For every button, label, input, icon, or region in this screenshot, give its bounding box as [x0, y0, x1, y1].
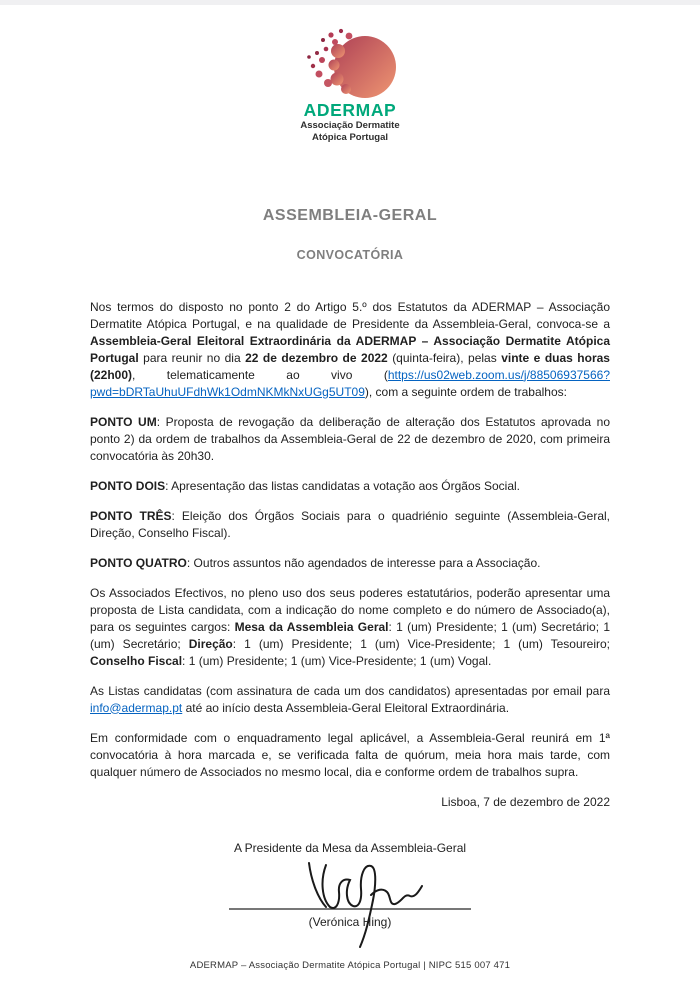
scan-edge-strip	[0, 0, 700, 5]
paragraph-ponto-um: PONTO UM: Proposta de revogação da deliberação de alteração dos Estatutos aprovada no ponto 2) da ordem de trabalhos da Assembleia-Geral de 22 de dezembro de 2020, com primeira convocatória às 20h30.	[90, 414, 610, 463]
paragraph-intro: Nos termos do disposto no ponto 2 do Artigo 5.º dos Estatutos da ADERMAP – Associação Dermatite Atópica Portugal, e na qualidade de Presidente da Assembleia-Geral, convoca-se a Assembleia-Geral Eleitoral Extraordinária da ADERMAP – Associação Dermatite Atópica Portugal para reunir no dia 22 de dezembro de 2022 (quinta-feira), pelas vinte e duas horas (22h00), telematicamente ao vivo (https://us02web.zoom.us/j/88506937566?pwd=bDRTaUhuUFdhWk1OdmNKMkNxUGg5UT09), com a seguinte ordem de trabalhos:	[90, 299, 610, 399]
paragraph-ponto-tres: PONTO TRÊS: Eleição dos Órgãos Sociais para o quadriénio seguinte (Assembleia-Geral, Direção, Conselho Fiscal).	[90, 508, 610, 540]
email-link[interactable]: info@adermap.pt	[90, 700, 183, 715]
paragraph-listas-email: As Listas candidatas (com assinatura de cada um dos candidatos) apresentadas por email para info@adermap.pt até ao início desta Assembleia-Geral Eleitoral Extraordinária.	[90, 683, 610, 715]
logo-subtitle-line2: Atópica Portugal	[311, 131, 388, 143]
page-subtitle: CONVOCATÓRIA	[296, 247, 404, 262]
adermap-blob-icon	[300, 27, 400, 99]
paragraph-ponto-quatro: PONTO QUATRO: Outros assuntos não agendados de interesse para a Associação.	[90, 555, 541, 570]
handwritten-signature-icon	[225, 859, 475, 949]
footer: ADERMAP – Associação Dermatite Atópica Portugal | NIPC 515 007 471	[189, 960, 511, 971]
document-body	[90, 299, 610, 949]
page-title: ASSEMBLEIA-GERAL	[262, 206, 438, 224]
logo-wordmark: ADERMAP	[303, 100, 397, 120]
signature-role: A Presidente da Mesa da Assembleia-Geral	[233, 840, 467, 855]
signature-name: (Verónica Hing)	[308, 914, 392, 929]
zoom-meeting-link[interactable]: https://us02web.zoom.us/j/88506937566?pwd=bDRTaUhuUFdhWk1OdmNKMkNxUGg5UT09	[90, 367, 610, 399]
paragraph-quorum: Em conformidade com o enquadramento legal aplicável, a Assembleia-Geral reunirá em 1ª convocatória à hora marcada e, se verificada falta de quórum, meia hora mais tarde, com qualquer número de Associados no mesmo local, dia e conforme ordem de trabalhos supra.	[90, 730, 610, 779]
paragraph-ponto-dois: PONTO DOIS: Apresentação das listas candidatas a votação aos Órgãos Social.	[90, 478, 521, 493]
paragraph-listas-cargos: Os Associados Efectivos, no pleno uso dos seus poderes estatutários, poderão apresentar uma proposta de Lista candidata, com a indicação do nome completo e do número de Associado(a), para os seguintes cargos: Mesa da Assembleia Geral: 1 (um) Presidente; 1 (um) Secretário; 1 (um) Secretário; Direção: 1 (um) Presidente; 1 (um) Vice-Presidente; 1 (um) Tesoureiro; Conselho Fiscal: 1 (um) Presidente; 1 (um) Vice-Presidente; 1 (um) Vogal.	[90, 585, 611, 668]
date-location-line: Lisboa, 7 de dezembro de 2022	[441, 794, 610, 809]
signature-block	[225, 859, 475, 949]
logo-subtitle-line1: Associação Dermatite	[300, 120, 400, 132]
adermap-logo	[275, 27, 425, 144]
logo-subtitle	[275, 120, 425, 143]
